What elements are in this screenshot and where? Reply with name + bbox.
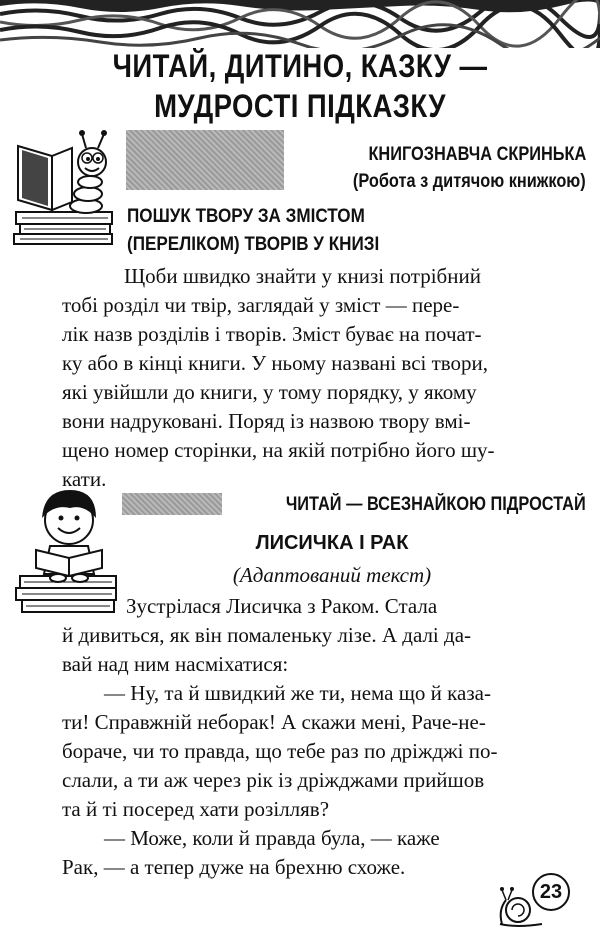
story-paragraph [62,592,562,882]
text-line: Щоби швидко знайти у книзі потрібний [124,264,481,288]
story-subtitle: (Адаптований текст) [232,563,432,587]
text-line: й дивиться, як він помаленьку лізе. А далі да- [62,623,472,647]
section-heading-line-2: (ПЕРЕЛІКОМ) ТВОРІВ У КНИЗІ [127,234,380,255]
text-line: лік назв розділів і творів. Зміст буває на почат- [62,322,482,346]
text-line: Зустрілася Лисичка з Раком. Стала [126,594,438,618]
text-line: Рак, — а тепер дуже на брехню схоже. [62,855,406,879]
bookworm-icon [12,126,116,246]
page-number: 23 [532,873,570,911]
rubric-subtitle: (Робота з дитячою книжкою) [353,171,586,192]
text-line: щено номер сторінки, на якій потрібно його шу- [62,438,495,462]
text-line: — Ну, та й швидкий же ти, нема що й каза- [104,681,491,705]
section1-paragraph [62,262,562,494]
text-line: бораче, чи то правда, що тебе раз по дріжджі по- [62,739,498,763]
text-line: слали, а ти аж через рік із дріжджами прийшов [62,768,485,792]
text-line: — Може, коли й правда була, — каже [104,826,440,850]
story-title: ЛИСИЧКА І РАК [255,532,409,554]
page-title-line-2: МУДРОСТІ ПІДКАЗКУ [154,88,446,124]
text-line: тобі розділ чи твір, заглядай у зміст — пере- [62,293,460,317]
page-title-line-1: ЧИТАЙ, ДИТИНО, КАЗКУ — [112,48,488,84]
wavy-banner-decoration [0,0,600,48]
text-line: ти! Справжній неборак! А скажи мені, Раче-не- [62,710,486,734]
rubric-shade-box [122,493,222,515]
rubric-title: ЧИТАЙ — ВСЕЗНАЙКОЮ ПІДРОСТАЙ [286,494,586,515]
text-line: вай над ним насміхатися: [62,652,289,676]
text-line: які увійшли до книги, у тому порядку, у якому [62,380,477,404]
text-line: вони надруковані. Поряд із назвою твору вмі- [62,409,471,433]
text-line: та й ті посеред хати розілляв? [62,797,330,821]
text-line: кати. [62,467,107,491]
rubric-shade-box [126,130,284,190]
rubric-title: КНИГОЗНАВЧА СКРИНЬКА [368,144,586,165]
text-line: ку або в кінці книги. У ньому названі всі твори, [62,351,489,375]
section-heading-line-1: ПОШУК ТВОРУ ЗА ЗМІСТОМ [127,206,365,227]
